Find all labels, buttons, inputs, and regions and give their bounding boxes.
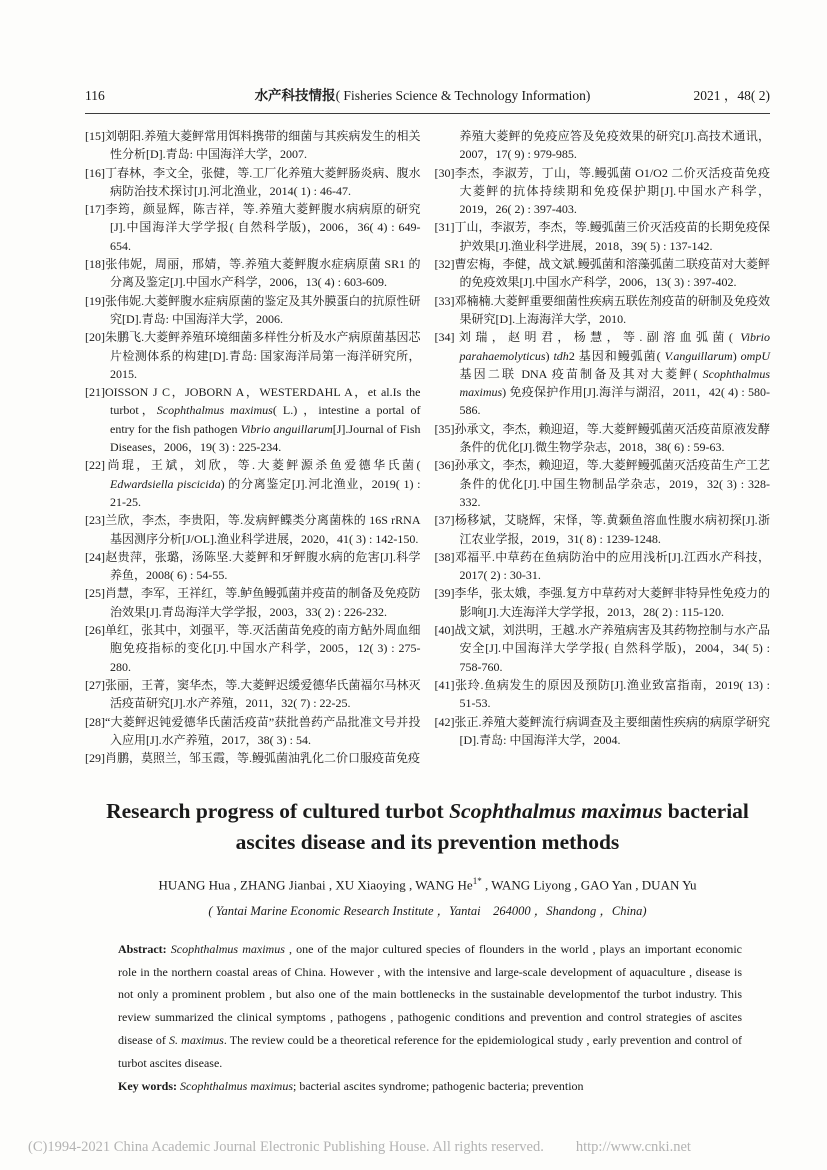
reference-item: [22]尚琨，王斌，刘欣，等.大菱鲆源杀鱼爱德华氏菌( Edwardsiella piscicida) 的分离鉴定[J].河北渔业，2019( 1) : 21-25.: [85, 458, 421, 509]
reference-number: [28]: [85, 714, 105, 729]
reference-column-right: [435, 127, 771, 767]
reference-number: [16]: [85, 165, 105, 180]
issue-info: 2021 ，48( 2): [693, 88, 770, 103]
reference-item: [21]OISSON J C，JOBORN A，WESTERDAHL A，et al.Is the turbot，Scophthalmus maximus( L.) ，intestine a portal of entry for the fish pathogen Vibrio anguillarum[J].Journal of Fish Diseases，2006，19( 3) : 225-234.: [85, 385, 421, 455]
reference-number: [33]: [434, 293, 455, 308]
reference-item: [35]孙承文，李杰，赖迎迢，等.大菱鲆鳗弧菌灭活疫苗原液发酵条件的优化[J].微生物学杂志，2018，38( 6) : 59-63.: [434, 421, 770, 455]
reference-section: [85, 127, 770, 767]
reference-number: [40]: [434, 623, 455, 638]
reference-item: [29]肖鹏，莫照兰，邹玉霞，等.鳗弧菌油乳化二价口服疫苗免疫: [85, 751, 421, 766]
journal-title: [165, 84, 680, 104]
reference-number: [15]: [85, 129, 105, 143]
reference-item: [18]张伟妮，周丽，邢婧，等.养殖大菱鲆腹水症病原菌 SR1 的分离及鉴定[J].中国水产科学，2006，13( 4) : 603-609.: [85, 257, 421, 290]
reference-item: [19]张伟妮.大菱鲆腹水症病原菌的鉴定及其外膜蛋白的抗原性研究[D].青岛: 中国海洋大学，2006.: [85, 293, 421, 326]
abstract-block: [118, 938, 742, 1098]
reference-item: [23]兰欣，李杰，李贵阳，等.发病鲆鲽类分离菌株的 16S rRNA 基因测序分析[J/OL].渔业科学进展，2020，41( 3) : 142-150.: [85, 513, 421, 546]
reference-item: [17]李筠，颜显辉，陈吉祥，等.养殖大菱鲆腹水病病原的研究[J].中国海洋大学学报( 自然科学版)，2006，36( 4) : 649-654.: [85, 202, 421, 253]
keywords-line: [118, 1075, 742, 1098]
reference-number: [39]: [434, 586, 455, 601]
reference-item: [41]张玲.鱼病发生的原因及预防[J].渔业致富指南，2019( 13) : 51-53.: [434, 677, 770, 711]
reference-number: [37]: [434, 513, 455, 528]
reference-item: [25]肖慧，李军，王祥红，等.鲈鱼鳗弧菌并疫苗的制备及免疫防治效果[J].青岛海洋大学学报，2003，33( 2) : 226-232.: [85, 586, 421, 619]
reference-column-left: [85, 127, 421, 767]
page-header: [85, 84, 770, 114]
reference-number: [32]: [434, 257, 455, 272]
reference-number: [23]: [85, 513, 105, 528]
reference-number: [18]: [85, 257, 105, 272]
abstract-paragraph: [118, 938, 742, 1075]
reference-item: [39]李华，张太娥，李强.复方中草药对大菱鲆非特异性免疫力的影响[J].大连海洋大学学报，2013，28( 2) : 115-120.: [434, 586, 770, 619]
author-superscript: 1*: [472, 876, 482, 887]
copyright-text: (C)1994-2021 China Academic Journal Electronic Publishing House. All rights reserved.: [28, 1139, 544, 1155]
cnki-url: http://www.cnki.net: [575, 1139, 691, 1155]
reference-number: [22]: [85, 458, 105, 473]
reference-item: [32]曹宏梅，李健，战文斌.鳗弧菌和溶藻弧菌二联疫苗对大菱鲆的免疫效果[J].中国水产科学，2006，13( 3) : 397-402.: [434, 257, 770, 290]
reference-number: [26]: [85, 623, 105, 638]
reference-number: [21]: [85, 385, 105, 400]
reference-number: [29]: [85, 751, 105, 766]
reference-number: [35]: [434, 421, 455, 436]
reference-item: [40]战文斌，刘洪明，王越.水产养殖病害及其药物控制与水产品安全[J].中国海洋大学学报( 自然科学版)，2004，34( 5) : 758-760.: [434, 623, 770, 674]
reference-item: [24]赵贵萍，张璐，汤陈坚.大菱鲆和牙鲆腹水病的危害[J].科学养鱼，2008( 6) : 54-55.: [85, 549, 421, 583]
reference-number: [24]: [85, 549, 105, 564]
reference-item: [31]丁山，李淑芳，李杰，等.鳗弧菌三价灭活疫苗的长期免疫保护效果[J].渔业科学进展，2018，39( 5) : 137-142.: [434, 220, 770, 253]
copyright-footer: [28, 1139, 691, 1156]
reference-number: [19]: [85, 293, 105, 308]
reference-item: [36]孙承文，李杰，赖迎迢，等.大菱鲆鳗弧菌灭活疫苗生产工艺条件的优化[J].中国生物制品学杂志，2019，32( 3) : 328-332.: [434, 458, 770, 509]
reference-item: [38]邓福平.中草药在鱼病防治中的应用浅析[J].江西水产科技，2017( 2) : 30-31.: [434, 549, 770, 583]
reference-number: [25]: [85, 586, 105, 601]
reference-item: [34]刘瑞，赵明君，杨慧，等.副溶血弧菌( Vibrio parahaemolyticus) tdh2 基因和鳗弧菌( V.anguillarum) ompU 基因二联 DNA 疫苗制备及其对大菱鲆( Scophthalmus maximus) 免疫保护作用[J].海洋与湖沼，2011，42( 4) : 580-586.: [434, 330, 770, 418]
reference-item: [30]李杰，李淑芳，丁山，等.鳗弧菌 O1/O2 二价灭活疫苗免疫大菱鲆的抗体持续期和免疫保护期[J].中国水产科学，2019，26( 2) : 397-403.: [434, 165, 770, 217]
reference-item: [15]刘朝阳.养殖大菱鲆常用饵料携带的细菌与其疾病发生的相关性分析[D].青岛: 中国海洋大学，2007.: [85, 129, 421, 162]
reference-number: [17]: [85, 202, 105, 217]
author-line: [85, 876, 770, 893]
reference-number: [34]: [434, 330, 455, 345]
reference-number: [30]: [434, 165, 455, 180]
reference-item: [27]张丽，王菁，窦华杰，等.大菱鲆迟缓爱德华氏菌福尔马林灭活疫苗研究[J].水产养殖，2011，32( 7) : 22-25.: [85, 677, 421, 711]
abstract-label: Abstract:: [118, 941, 171, 956]
reference-number: [31]: [434, 220, 455, 235]
reference-number: [20]: [85, 330, 105, 345]
reference-number: [42]: [434, 714, 455, 729]
authors-first-group: HUANG Hua , ZHANG Jianbai , XU Xiaoying , WANG He: [158, 877, 473, 893]
journal-title-english: ( Fisheries Science & Technology Information): [335, 88, 591, 103]
abstract-text: Scophthalmus maximus , one of the major cultured species of flounders in the world , plays an important economic role in the northern coastal areas of China. However , with the intensive and large-scale development of aquaculture , disease is not only a prominent problem , but also one of the main bottlenecks in the sustainable developmentof the turbot industry. This review summarized the clinical symptoms , pathogens , pathogenic conditions and prevention and control strategies of ascites disease of S. maximus. The review could be a theoretical reference for the epidemiological study , early prevention and control of turbot ascites disease.: [118, 941, 742, 1070]
reference-item: [42]张正.养殖大菱鲆流行病调查及主要细菌性疾病的病原学研究[D].青岛: 中国海洋大学，2004.: [434, 714, 770, 747]
authors-second-group: , WANG Liyong , GAO Yan , DUAN Yu: [481, 877, 697, 893]
article-title-english: Research progress of cultured turbot Scophthalmus maximus bacterial ascites disease and its prevention methods: [106, 799, 749, 855]
reference-continuation: 养殖大菱鲆的免疫应答及免疫效果的研究[J].高技术通讯，2007，17( 9) : 979-985.: [459, 129, 770, 162]
journal-title-chinese: 水产科技情报: [254, 88, 336, 103]
keywords-text: Scophthalmus maximus; bacterial ascites syndrome; pathogenic bacteria; prevention: [180, 1078, 584, 1093]
reference-item: [26]单红，张其中，刘强平，等.灭活菌苗免疫的南方鲇外周血细胞免疫指标的变化[J].中国水产科学，2005，12( 3) : 275-280.: [85, 623, 421, 674]
reference-item: [20]朱鹏飞.大菱鲆养殖环境细菌多样性分析及水产病原菌基因芯片检测体系的构建[D].青岛: 国家海洋局第一海洋研究所，2015.: [85, 330, 421, 381]
reference-number: [27]: [85, 677, 105, 692]
affiliation: ( Yantai Marine Economic Research Institute ，Yantai 264000 ，Shandong ，China): [208, 903, 647, 918]
page-number: 116: [85, 88, 105, 103]
reference-number: [41]: [434, 677, 455, 692]
reference-item: [37]杨移斌，艾晓辉，宋怿，等.黄颡鱼溶血性腹水病初探[J].浙江农业学报，2019，31( 8) : 1239-1248.: [434, 513, 770, 546]
reference-item: [28]“大菱鲆迟钝爱德华氏菌活疫苗”获批兽药产品批准文号并投入应用[J].水产养殖，2017，38( 3) : 54.: [85, 714, 421, 747]
reference-number: [36]: [434, 458, 455, 473]
reference-item: [33]邓楠楠.大菱鲆重要细菌性疾病五联佐剂疫苗的研制及免疫效果研究[D].上海海洋大学，2010.: [434, 293, 770, 326]
reference-item: [16]丁春林，李文全，张健，等.工厂化养殖大菱鲆肠炎病、腹水病防治技术探讨[J].河北渔业，2014( 1) : 46-47.: [85, 165, 421, 198]
reference-number: [38]: [434, 549, 455, 564]
keywords-label: Key words:: [118, 1078, 180, 1093]
